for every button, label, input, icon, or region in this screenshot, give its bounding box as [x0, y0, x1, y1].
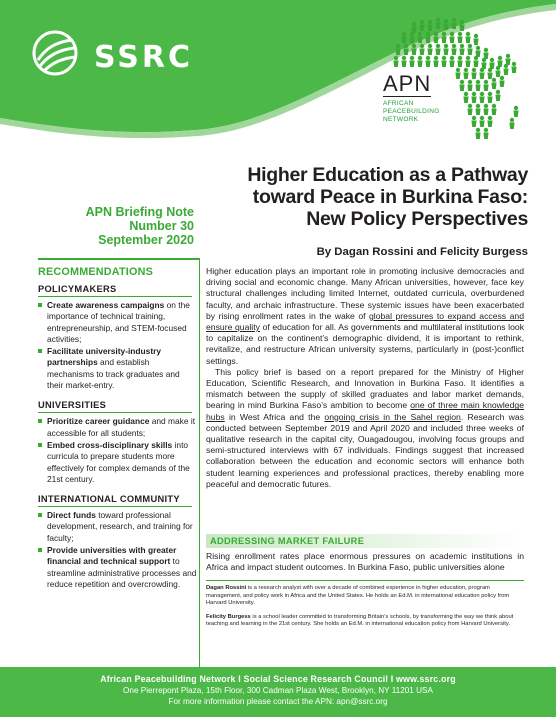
footer-address: One Pierrepont Plaza, 15th Floor, 300 Cadman Plaza West, Brooklyn, NY 11201 USA — [123, 686, 433, 695]
section-universities — [38, 400, 199, 485]
briefing-number: Number 30 — [129, 219, 194, 233]
apn-logo — [383, 73, 445, 124]
footer-organizations: African Peacebuilding Network I Social Science Research Council I www.ssrc.org — [100, 674, 456, 684]
authors-byline: By Dagan Rossini and Felicity Burgess — [316, 246, 528, 258]
section-heading: UNIVERSITIES — [38, 400, 107, 411]
section-title-market-failure: ADDRESSING MARKET FAILURE — [206, 534, 524, 548]
bio-divider — [206, 580, 524, 581]
section-rule — [38, 506, 192, 507]
section-policymakers — [38, 284, 199, 391]
author-bios — [206, 585, 524, 635]
footer-contact: For more information please contact the APN: apn@ssrc.org — [168, 697, 388, 706]
briefing-series: APN Briefing Note — [85, 205, 194, 219]
recommendation-item: Direct funds toward professional development, research, and training for faculty; — [38, 510, 198, 544]
title-line-1: Higher Education as a Pathway — [247, 164, 528, 186]
section-rule — [38, 296, 192, 297]
bio-burgess: Felicity Burgess is a school leader committed to transforming Britain’s schools, by transforming the way we think about teaching and learning in the 21st century. She holds an Ed.M. in international education policy from Harvard University. — [206, 613, 514, 627]
recommendation-item: Prioritize career guidance and make it accessible for all students; — [38, 416, 198, 439]
sidebar-top-rule — [38, 258, 199, 260]
ssrc-wordmark: SSRC — [94, 40, 193, 75]
title-line-3: New Policy Perspectives — [306, 208, 528, 230]
apn-logo-subtitle-2: PEACEBUILDING — [383, 108, 440, 115]
paragraph-2: This policy brief is based on a report prepared for the Ministry of Higher Education, Scientific Research, and Innovation in Burkina Faso. It identifies a mismatch between the supply of skilled graduates and labor market demands, bearing in mind Burkina Faso’s ambition to become one of three main knowledge hubs in West Africa and the ongoing crisis in the Sahel region. Research was conducted between September 2019 and April 2020 and included three weeks of qualitative research in the capital city, Ouagadougou, involving focus groups and semi-structured interviews with 67 individuals. Findings suggest that increased collaboration between the education and economic sectors will enhance both student learning experiences and professional practices, thereby enabling more peaceful and democratic futures. — [206, 366, 524, 489]
bio-rossini: Dagan Rossini is a research analyst with over a decade of combined experience in higher education, program management, and policy work in Africa and the United States. He holds an Ed.M. in international education policy from Harvard University. — [206, 585, 510, 606]
ssrc-globe-icon — [32, 30, 78, 76]
briefing-note-info — [40, 205, 194, 247]
apn-logo-subtitle-1: AFRICAN — [383, 100, 414, 107]
header-banner — [0, 0, 556, 152]
recommendation-item: Facilitate university-industry partnerships and establish mechanisms to track graduates and their market-entry. — [38, 346, 198, 391]
link-sahel-crisis[interactable]: ongoing crisis in the Sahel region — [324, 411, 461, 422]
paragraph-1: Higher education plays an important role in promoting inclusive democracies and driving social and economic change. Many African universities, however, face key structural challenges including limited Internet, outdated curricula, overburdened faculty, and archaic infrastructure. These systemic issues have been exacerbated by rising enrollment rates in the wake of global pressures to expand access and ensure quality of education for all. As governments and multilateral institutions look to capitalize on the continent’s demographic dividend, it is important to rethink, revitalize, and restructure African university systems, particularly in (post-)conflict settings. — [206, 266, 525, 366]
section-heading: POLICYMAKERS — [38, 284, 117, 294]
recommendation-item: Embed cross-disciplinary skills into curricula to prepare students more effectively for complex demands of the 21st century. — [38, 440, 198, 485]
apn-logo-subtitle-3: NETWORK — [383, 116, 419, 123]
body-text — [206, 266, 524, 490]
link-knowledge-hubs[interactable]: one of three main knowledge hubs — [206, 400, 524, 422]
recommendation-item: Create awareness campaigns on the importance of technical training, entrepreneurship, and STEM-focused activities; — [38, 300, 198, 345]
section-international-community — [38, 494, 199, 590]
page-title — [206, 164, 528, 230]
apn-logo-letters: APN — [383, 71, 432, 96]
section-heading: INTERNATIONAL COMMUNITY — [38, 494, 180, 505]
recommendation-item: Provide universities with greater financial and technical support to streamline administrative processes and reduce repetition and overcrowding. — [38, 545, 198, 590]
recommendations-sidebar — [38, 258, 200, 688]
link-global-pressures[interactable]: global pressures to expand access and ensure quality — [206, 310, 524, 333]
recommendations-title: RECOMMENDATIONS — [38, 266, 153, 278]
paragraph-3: Rising enrollment rates place enormous pressures on academic institutions in Africa and impact student outcomes. In Burkina Faso, public universities alone — [206, 551, 524, 573]
title-line-2: toward Peace in Burkina Faso: — [252, 186, 528, 208]
briefing-date: September 2020 — [98, 233, 194, 247]
section-rule — [38, 412, 192, 413]
footer — [0, 667, 556, 717]
